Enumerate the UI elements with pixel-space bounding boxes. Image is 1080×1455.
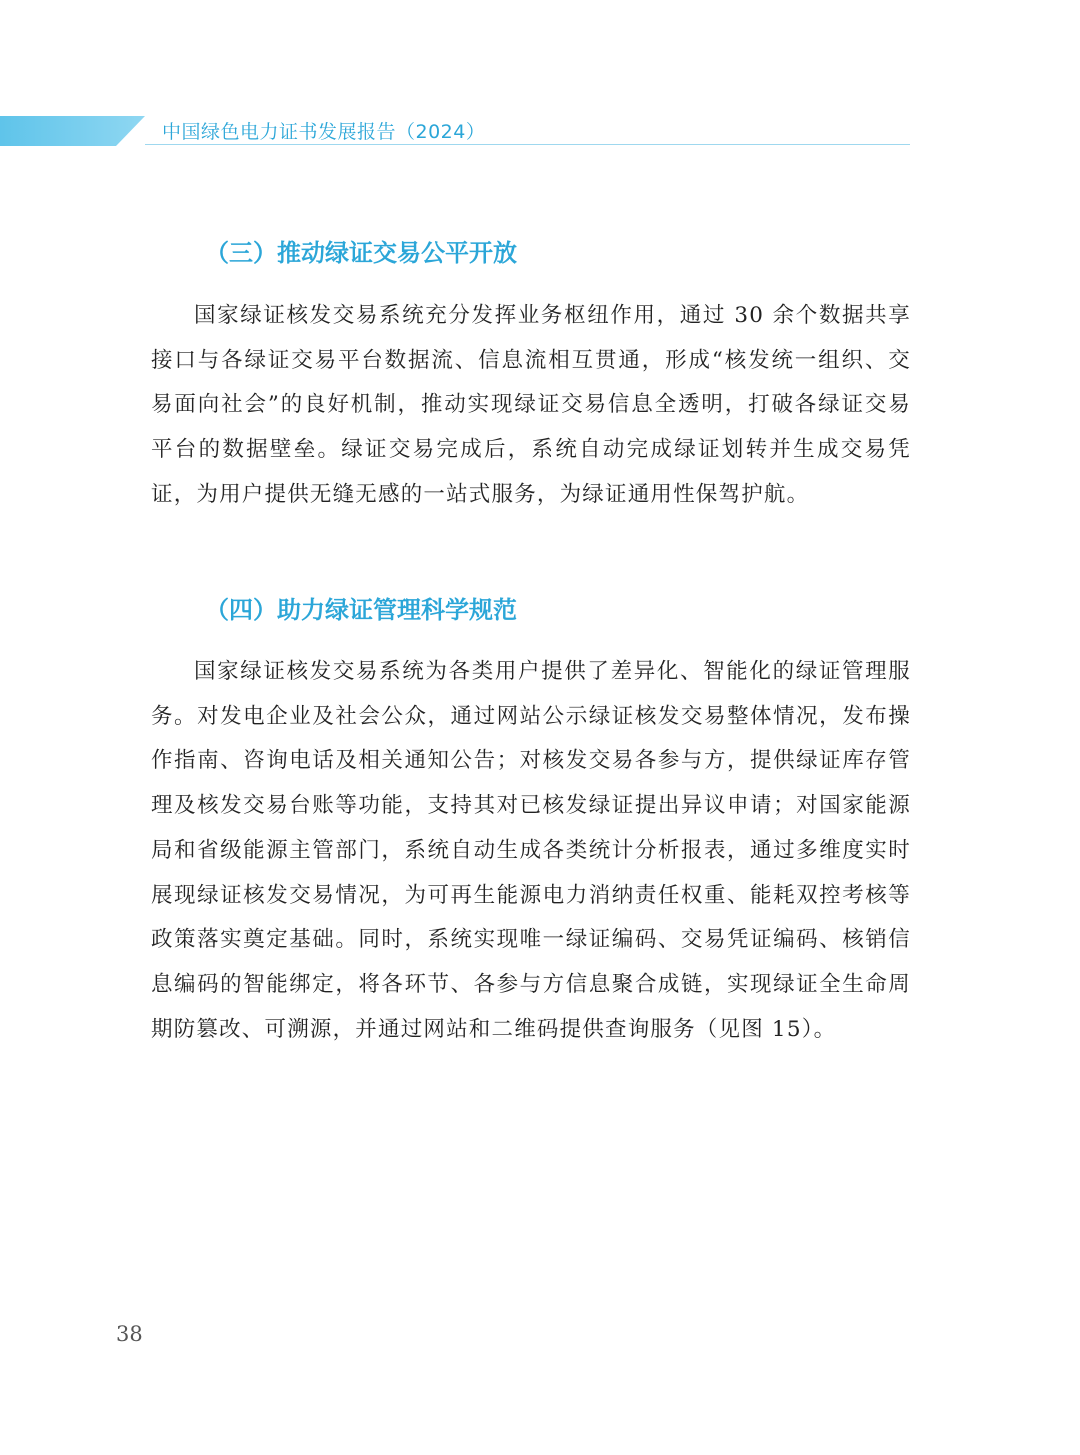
page-number: 38	[116, 1322, 143, 1346]
section-4-paragraph: 国家绿证核发交易系统为各类用户提供了差异化、智能化的绿证管理服务。对发电企业及社会公众，通过网站公示绿证核发交易整体情况，发布操作指南、咨询电话及相关通知公告；对核发交易各参与方，提供绿证库存管理及核发交易台账等功能，支持其对已核发绿证提出异议申请；对国家能源局和省级能源主管部门，系统自动生成各类统计分析报表，通过多维度实时展现绿证核发交易情况，为可再生能源电力消纳责任权重、能耗双控考核等政策落实奠定基础。同时，系统实现唯一绿证编码、交易凭证编码、核销信息编码的智能绑定，将各环节、各参与方信息聚合成链，实现绿证全生命周期防篡改、可溯源，并通过网站和二维码提供查询服务（见图 15）。	[151, 659, 911, 1042]
header-decoration-band	[0, 116, 145, 146]
running-header-title: 中国绿色电力证书发展报告（2024）	[162, 121, 486, 143]
section-3-paragraph: 国家绿证核发交易系统充分发挥业务枢纽作用，通过 30 余个数据共享接口与各绿证交易平台数据流、信息流相互贯通，形成“核发统一组织、交易面向社会”的良好机制，推动实现绿证交易信息全透明，打破各绿证交易平台的数据壁垒。绿证交易完成后，系统自动完成绿证划转并生成交易凭证，为用户提供无缝无感的一站式服务，为绿证通用性保驾护航。	[151, 303, 911, 507]
header-divider	[145, 144, 910, 145]
section-heading-4: （四）助力绿证管理科学规范	[205, 596, 517, 624]
section-heading-3: （三）推动绿证交易公平开放	[205, 239, 517, 267]
